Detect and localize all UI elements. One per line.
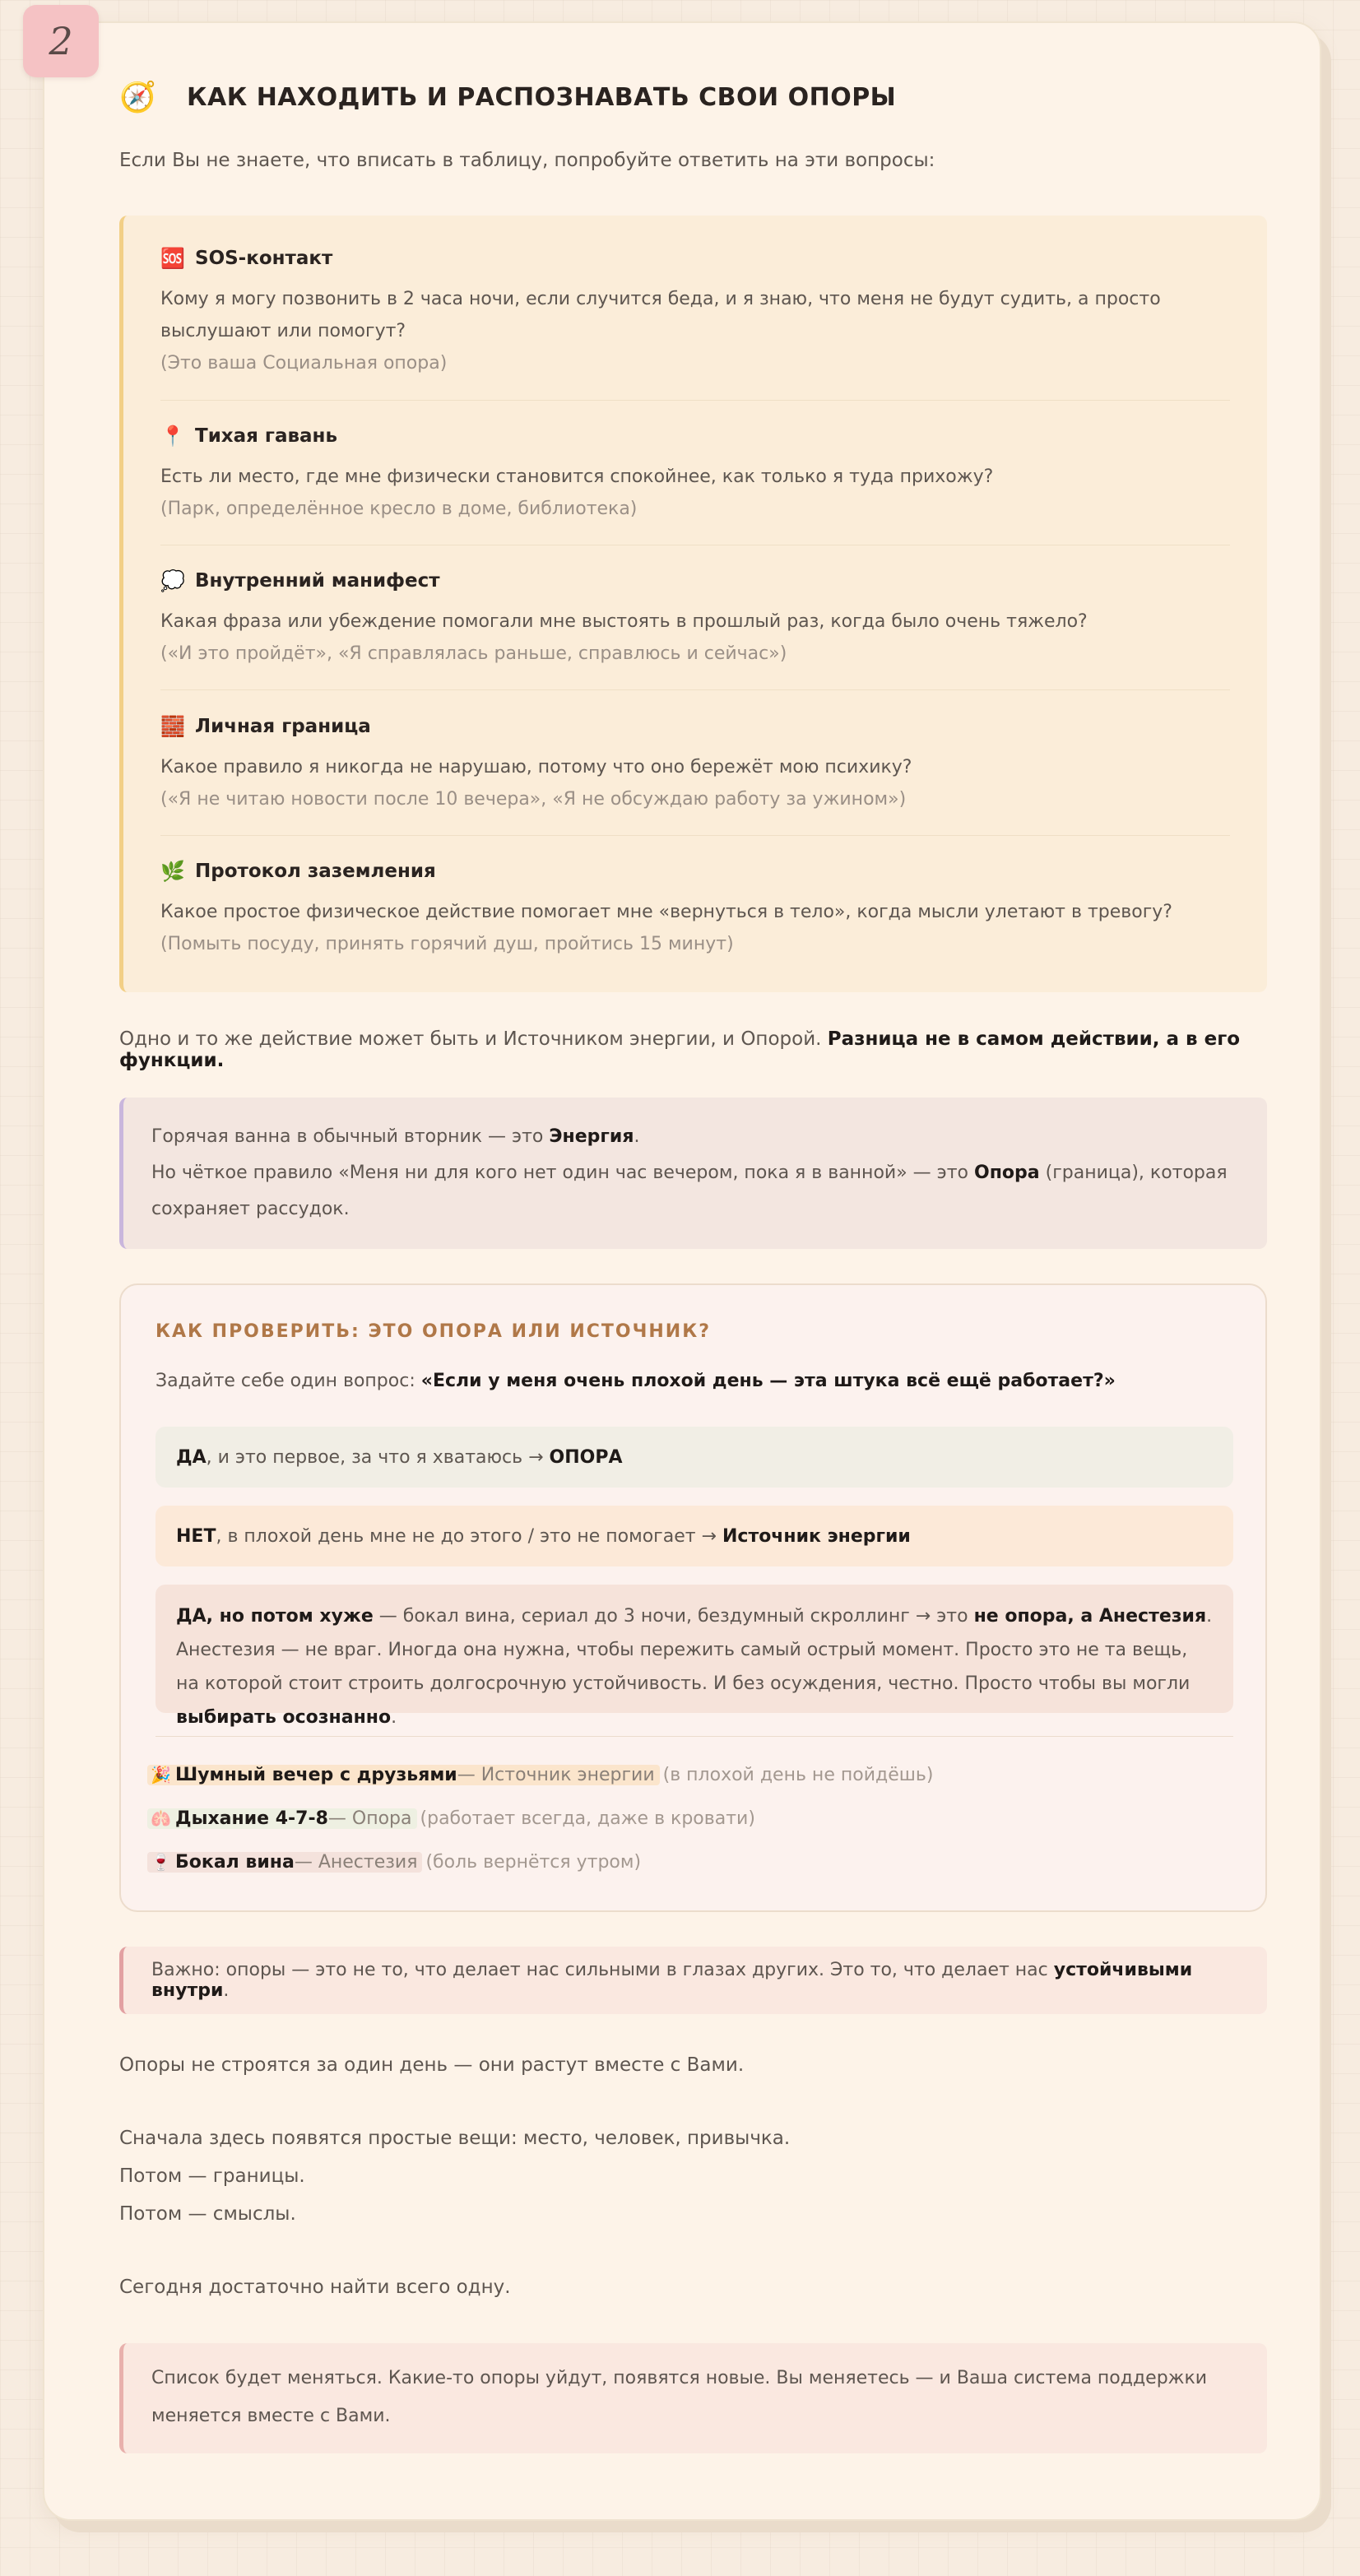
example-row: 🫁 Дыхание 4-7-8 — Опора (работает всегда, даже в кровати) (147, 1804, 755, 1832)
final-note: Список будет меняться. Какие-то опоры уйдут, появятся новые. Вы меняетесь — и Ваша система поддержки меняется вместе с Вами. (119, 2343, 1267, 2453)
compass-icon: 🧭 (119, 81, 156, 114)
question-text: Есть ли место, где мне физически становится спокойнее, как только я туда прихожу? (160, 466, 994, 487)
bath-line-2: Но чёткое правило «Меня ни для кого нет один час вечером, пока я в ванной» — это Опора (граница), которая сохраняет рассудок. (151, 1163, 1228, 1219)
closing-paragraph: Опоры не строятся за один день — они растут вместе с Вами. (119, 2054, 745, 2076)
example-row: 🍷 Бокал вина — Анестезия (боль вернётся утром) (147, 1848, 641, 1876)
herb-icon: 🌿 (160, 860, 185, 883)
question-text: Какая фраза или убеждение помогали мне выстоять в прошлый раз, когда было очень тяжело? (160, 611, 1088, 632)
closing-paragraph: Потом — границы. (119, 2165, 305, 2187)
check-question: Задайте себе один вопрос: «Если у меня очень плохой день — эта штука всё ещё работает?» (155, 1371, 1116, 1391)
closing-paragraph: Сначала здесь появятся простые вещи: место, человек, привычка. (119, 2128, 791, 2149)
section-header (119, 77, 1267, 117)
divider (160, 400, 1230, 401)
question-title: Протокол заземления (195, 861, 436, 882)
important-callout: Важно: опоры — это не то, что делает нас сильными в глазах других. Это то, что делает нас устойчивыми внутри. (119, 1947, 1267, 2014)
questions-box (119, 216, 1267, 992)
intro-text: Если Вы не знаете, что вписать в таблицу, попробуйте ответить на эти вопросы: (119, 150, 935, 171)
question-example: («Я не читаю новости после 10 вечера», «Я не обсуждаю работу за ужином») (160, 789, 907, 810)
example-row: 🎉 Шумный вечер с друзьями — Источник энергии (в плохой день не пойдёшь) (147, 1761, 933, 1789)
question-grounding (160, 856, 1230, 960)
brick-icon: 🧱 (160, 715, 185, 738)
question-example: (Парк, определённое кресло в доме, библиотека) (160, 499, 638, 519)
question-manifest (160, 566, 1230, 670)
option-no: НЕТ, в плохой день мне не до этого / это не помогает → Источник энергии (155, 1506, 1233, 1566)
question-title: Внутренний манифест (195, 570, 440, 592)
page-number-badge: 2 (23, 5, 99, 77)
bath-line-1: Горячая ванна в обычный вторник — это Энергия. (151, 1126, 640, 1147)
check-title: КАК ПРОВЕРИТЬ: ЭТО ОПОРА ИЛИ ИСТОЧНИК? (155, 1321, 711, 1342)
wine-glass-icon: 🍷 (151, 1852, 171, 1872)
question-title: Тихая гавань (195, 425, 337, 447)
question-title: SOS-контакт (195, 248, 333, 269)
pin-icon: 📍 (160, 425, 185, 448)
check-box (119, 1283, 1267, 1912)
question-example: (Помыть посуду, принять горячий душ, пройтись 15 минут) (160, 934, 734, 954)
question-example: («И это пройдёт», «Я справлялась раньше, справлюсь и сейчас») (160, 643, 787, 664)
divider (160, 689, 1230, 690)
closing-paragraph: Потом — смыслы. (119, 2203, 296, 2225)
question-text: Кому я могу позвонить в 2 часа ночи, если случится беда, и я знаю, что меня не будут судить, а просто выслушают или помогут? (160, 289, 1161, 341)
question-sos (160, 244, 1230, 379)
sos-icon: 🆘 (160, 247, 185, 270)
bath-example-box (119, 1098, 1267, 1249)
function-statement: Одно и то же действие может быть и Источником энергии, и Опорой. Разница не в самом действии, а в его функции. (119, 1028, 1241, 1071)
question-safe-harbor (160, 421, 1230, 525)
divider (160, 835, 1230, 836)
option-yes: ДА, и это первое, за что я хватаюсь → ОПОРА (155, 1427, 1233, 1488)
lungs-icon: 🫁 (151, 1808, 171, 1828)
party-icon: 🎉 (151, 1765, 171, 1785)
option-anesthesia: ДА, но потом хуже — бокал вина, сериал до 3 ночи, бездумный скроллинг → это не опора, а Анестезия. Анестезия — не враг. Иногда она нужна, чтобы пережить самый острый момент. Просто это не та вещь, на которой стоит строить долгосрочную устойчивость. И без осуждения, честно. Просто чтобы вы могли выбирать осознанно. (155, 1585, 1233, 1713)
closing-paragraph: Сегодня достаточно найти всего одну. (119, 2277, 511, 2298)
question-example: (Это ваша Социальная опора) (160, 353, 448, 374)
question-text: Какое правило я никогда не нарушаю, потому что оно бережёт мою психику? (160, 757, 912, 777)
question-text: Какое простое физическое действие помогает мне «вернуться в тело», когда мысли улетают в тревогу? (160, 902, 1172, 922)
page-title: КАК НАХОДИТЬ И РАСПОЗНАВАТЬ СВОИ ОПОРЫ (187, 82, 897, 112)
question-title: Личная граница (195, 716, 371, 737)
divider (155, 1736, 1233, 1737)
question-boundary (160, 712, 1230, 815)
thought-bubble-icon: 💭 (160, 569, 185, 592)
